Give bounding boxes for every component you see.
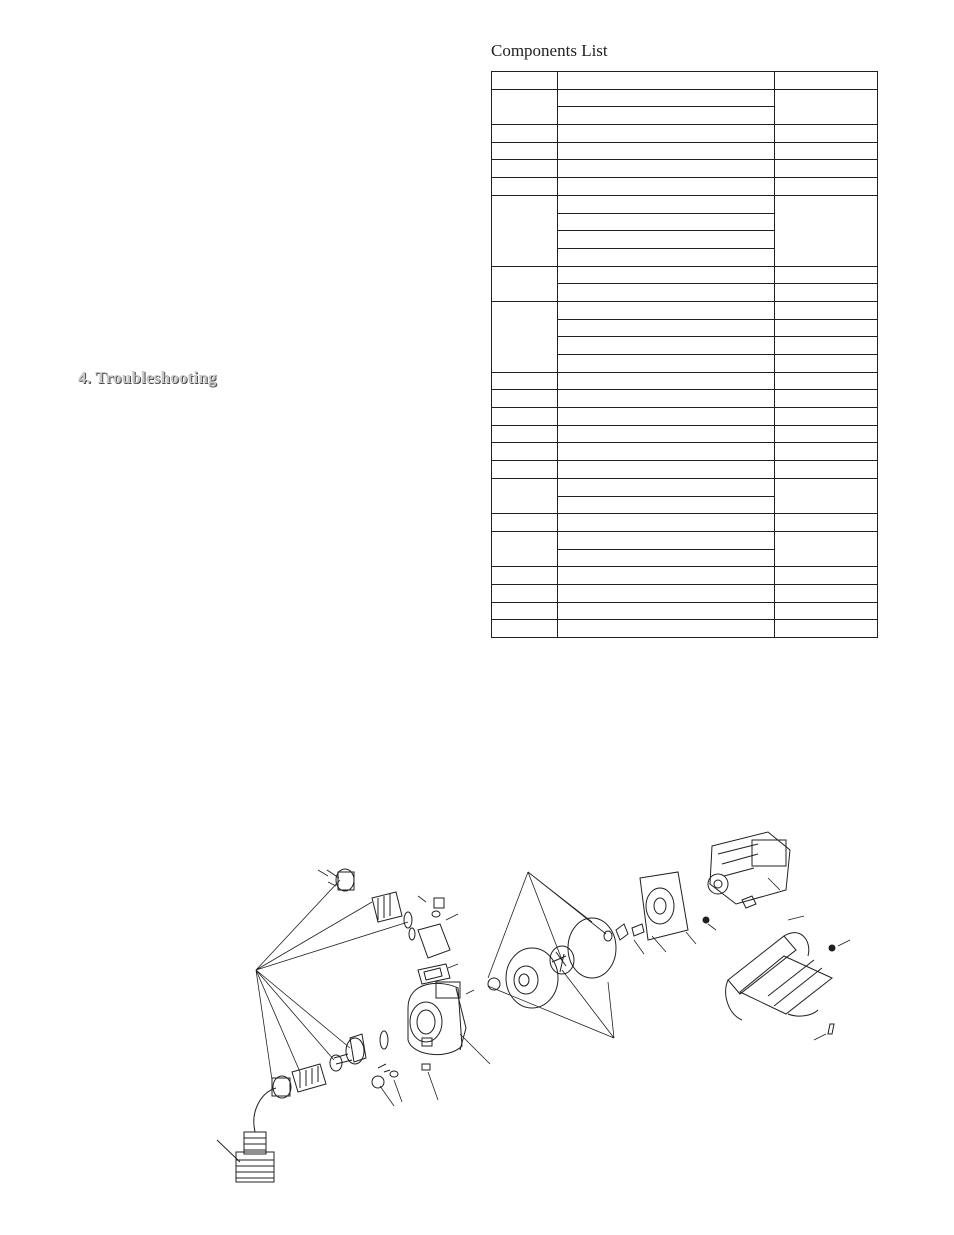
description-cell xyxy=(558,142,775,160)
table-row xyxy=(492,478,878,496)
part-number-cell xyxy=(492,620,558,638)
part-number-cell xyxy=(492,408,558,426)
quantity-cell xyxy=(775,355,878,373)
quantity-cell xyxy=(775,620,878,638)
table-row xyxy=(492,142,878,160)
description-cell xyxy=(558,89,775,107)
engine-icon xyxy=(708,832,790,908)
quantity-cell xyxy=(775,337,878,355)
quantity-cell xyxy=(775,408,878,426)
part-number-cell xyxy=(492,195,558,266)
description-cell xyxy=(558,584,775,602)
description-cell xyxy=(558,461,775,479)
description-cell xyxy=(558,231,775,249)
part-number-cell xyxy=(492,443,558,461)
table-row xyxy=(492,301,878,319)
quantity-cell xyxy=(775,266,878,284)
part-number-cell xyxy=(492,301,558,372)
description-cell xyxy=(558,531,775,549)
description-cell xyxy=(558,372,775,390)
quantity-cell xyxy=(775,72,878,90)
table-row xyxy=(492,531,878,549)
quantity-cell xyxy=(775,602,878,620)
description-cell xyxy=(558,478,775,496)
description-cell xyxy=(558,567,775,585)
table-row xyxy=(492,425,878,443)
table-row xyxy=(492,620,878,638)
table-row xyxy=(492,89,878,107)
description-cell xyxy=(558,514,775,532)
quantity-cell xyxy=(775,372,878,390)
description-cell xyxy=(558,549,775,567)
strainer-icon xyxy=(217,1088,276,1182)
description-cell xyxy=(558,125,775,143)
description-cell xyxy=(558,390,775,408)
part-number-cell xyxy=(492,72,558,90)
part-number-cell xyxy=(492,425,558,443)
quantity-cell xyxy=(775,284,878,302)
quantity-cell xyxy=(775,319,878,337)
quantity-cell xyxy=(775,178,878,196)
table-row xyxy=(492,461,878,479)
part-number-cell xyxy=(492,142,558,160)
frame-icon xyxy=(726,933,835,1034)
description-cell xyxy=(558,425,775,443)
quantity-cell xyxy=(775,514,878,532)
table-row xyxy=(492,125,878,143)
quantity-cell xyxy=(775,443,878,461)
part-number-cell xyxy=(492,178,558,196)
components-table xyxy=(491,71,878,638)
quantity-cell xyxy=(775,461,878,479)
table-row xyxy=(492,390,878,408)
quantity-cell xyxy=(775,425,878,443)
part-number-cell xyxy=(492,478,558,513)
description-cell xyxy=(558,602,775,620)
part-number-cell xyxy=(492,125,558,143)
quantity-cell xyxy=(775,478,878,513)
part-number-cell xyxy=(492,602,558,620)
part-number-cell xyxy=(492,514,558,532)
quantity-cell xyxy=(775,301,878,319)
quantity-cell xyxy=(775,195,878,266)
table-row xyxy=(492,178,878,196)
description-cell xyxy=(558,355,775,373)
pump-body-icon xyxy=(372,982,466,1088)
part-number-cell xyxy=(492,567,558,585)
description-cell xyxy=(558,213,775,231)
table-row xyxy=(492,567,878,585)
part-number-cell xyxy=(492,372,558,390)
part-number-cell xyxy=(492,89,558,124)
quantity-cell xyxy=(775,584,878,602)
quantity-cell xyxy=(775,125,878,143)
quantity-cell xyxy=(775,160,878,178)
table-row xyxy=(492,72,878,90)
description-cell xyxy=(558,284,775,302)
part-number-cell xyxy=(492,266,558,301)
description-cell xyxy=(558,248,775,266)
part-number-cell xyxy=(492,461,558,479)
description-cell xyxy=(558,301,775,319)
description-cell xyxy=(558,266,775,284)
part-number-cell xyxy=(492,160,558,178)
troubleshooting-heading: 4. Troubleshooting xyxy=(78,368,217,387)
description-cell xyxy=(558,72,775,90)
components-list-title: Components List xyxy=(491,41,608,60)
part-number-cell xyxy=(492,584,558,602)
description-cell xyxy=(558,319,775,337)
quantity-cell xyxy=(775,390,878,408)
table-row xyxy=(492,602,878,620)
hose-assembly-icon xyxy=(272,1031,388,1098)
quantity-cell xyxy=(775,567,878,585)
cover-plate-icon xyxy=(488,918,616,1008)
description-cell xyxy=(558,496,775,514)
table-row xyxy=(492,514,878,532)
table-row xyxy=(492,408,878,426)
description-cell xyxy=(558,107,775,125)
description-cell xyxy=(558,160,775,178)
table-row xyxy=(492,160,878,178)
table-row xyxy=(492,266,878,284)
table-row xyxy=(492,195,878,213)
description-cell xyxy=(558,337,775,355)
table-row xyxy=(492,584,878,602)
description-cell xyxy=(558,178,775,196)
description-cell xyxy=(558,408,775,426)
part-number-cell xyxy=(492,390,558,408)
description-cell xyxy=(558,443,775,461)
description-cell xyxy=(558,620,775,638)
inlet-upper-chain-icon xyxy=(327,869,450,984)
seal-plate-icon xyxy=(604,872,709,941)
part-number-cell xyxy=(492,531,558,566)
table-row xyxy=(492,372,878,390)
quantity-cell xyxy=(775,89,878,124)
description-cell xyxy=(558,195,775,213)
exploded-pump-diagram xyxy=(212,810,882,1188)
quantity-cell xyxy=(775,531,878,566)
table-row xyxy=(492,443,878,461)
quantity-cell xyxy=(775,142,878,160)
